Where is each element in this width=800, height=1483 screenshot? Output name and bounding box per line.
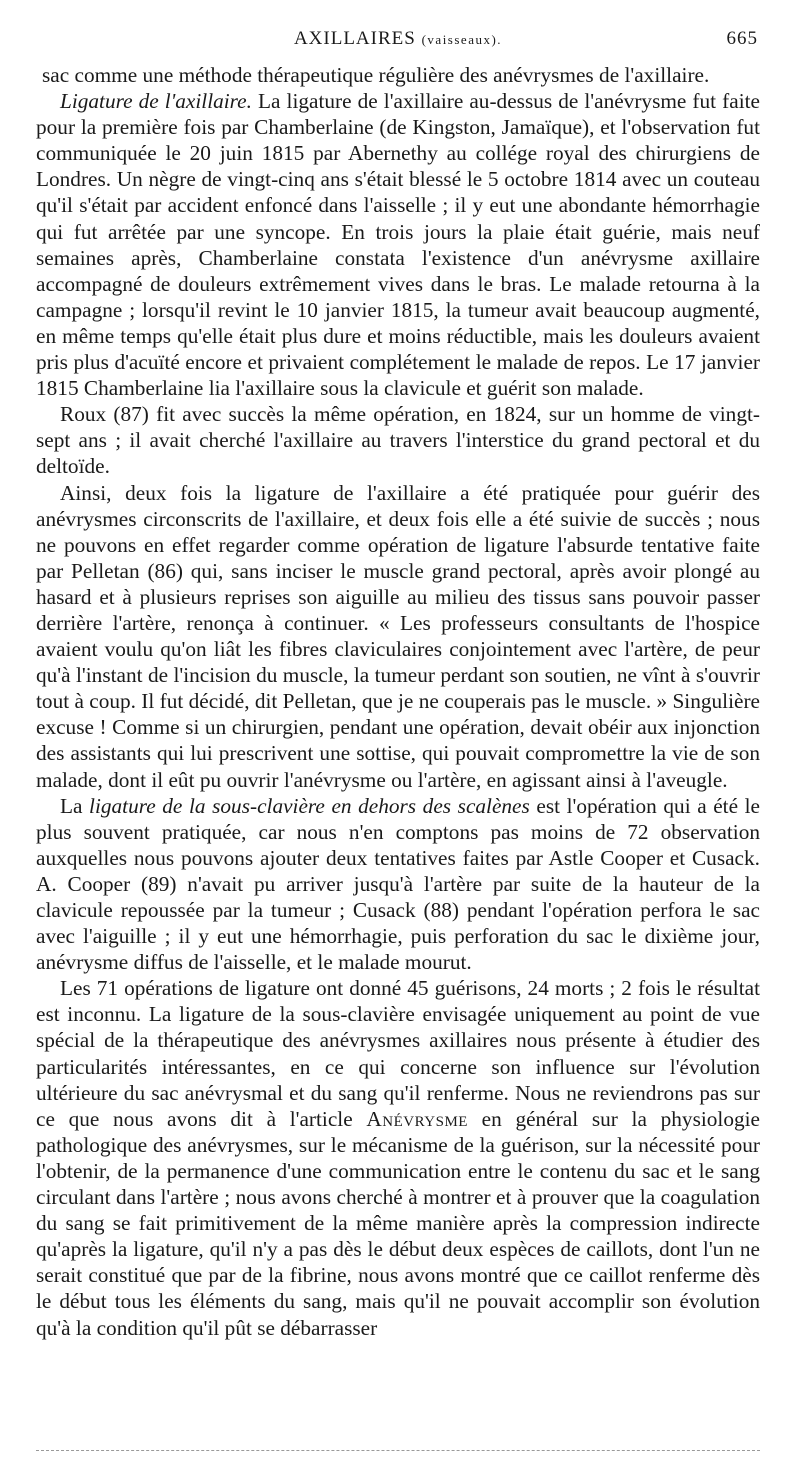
- paragraph-text: est l'opération qui a été le plus souvent pratiquée, car nous n'en comptons pas moins de 72 observation auxquelles nous pouvons ajouter deux tentatives faites par Astle Cooper et Cusack. A. Cooper (89) n'avait pu arriver jusqu'à l'artère par suite de la hauteur de la clavicule repoussée par la tumeur ; Cusack (88) pendant l'opération perfora le sac avec l'aiguille ; il y eut une hémorrhagie, puis perforation du sac le dixième jour, anévrysme diffus de l'aisselle, et le malade mourut.: [36, 793, 760, 975]
- smallcaps-text: Anévrysme: [366, 1106, 468, 1131]
- paragraph: [36, 793, 760, 976]
- book-page: [36, 28, 760, 1341]
- paragraph-text: Les 71 opérations de ligature ont donné 45 guérisons, 24 morts ; 2 fois le résultat est inconnu. La ligature de la sous-clavière envisagée uniquement au point de vue spécial de la thérapeutique des anévrysmes axillaires nous présente à étudier des particularités intéressantes, en ce qui concerne son influence sur l'évolution ultérieure du sac anévrysmal et du sang qu'il renferme. Nous ne reviendrons pas sur ce que nous avons dit à l'article: [36, 976, 760, 1131]
- paragraph-text: en général sur la physiologie pathologique des anévrysmes, sur le mécanisme de la guérison, sur la nécessité pour l'obtenir, de la permanence d'une communication entre le contenu du sac et le sang circulant dans l'artère ; nous avons cherché à montrer et à prouver que la coagulation du sang se fait primitivement de la même manière après la compression indirecte qu'après la ligature, qu'il n'y a pas dès le début deux espèces de caillots, dont l'un ne serait constitué que par de la fibrine, nous avons montré que ce caillot renferme dès le début tous les éléments du sang, mais qu'il ne pouvait accomplir son évolution qu'à la condition qu'il pût se débarrasser: [36, 1106, 761, 1340]
- paragraph-text: La: [60, 793, 90, 818]
- italic-text: ligature de la sous-clavière en dehors des scalènes: [89, 793, 530, 818]
- paragraph: [36, 975, 760, 1340]
- page-number: 665: [726, 28, 758, 49]
- paragraph: [36, 88, 760, 401]
- paragraph: [36, 480, 760, 793]
- running-title-sub: (vaisseaux).: [421, 32, 503, 47]
- running-title-main: AXILLAIRES: [293, 28, 416, 49]
- paragraph-text: La ligature de l'axillaire au-dessus de l'anévrysme fut faite pour la première fois par Chamberlaine (de Kingston, Jamaïque), et l'observation fut communiquée le 20 juin 1815 par Abernethy au collége royal des chirurgiens de Londres. Un nègre de vingt-cinq ans s'était blessé le 5 octobre 1814 avec un couteau qu'il s'était par accident enfoncé dans l'aisselle ; il y eut une abondante hémorrhagie qui fut arrêtée par une syncope. En trois jours la plaie était guérie, mais neuf semaines après, Chamberlaine constata l'existence d'un anévrysme axillaire accompagné de douleurs extrêmement vives dans le bras. Le malade retourna à la campagne ; lorsqu'il revint le 10 janvier 1815, la tumeur avait beaucoup augmenté, en même temps qu'elle était plus dure et moins réductible, mais les douleurs avaient pris plus d'acuïté encore et privaient complétement le malade de repos. Le 17 janvier 1815 Chamberlaine lia l'axillaire sous la clavicule et guérit son malade.: [36, 89, 760, 401]
- paragraph-text: Roux (87) fit avec succès la même opération, en 1824, sur un homme de vingt-sept ans ; il avait cherché l'axillaire au travers l'interstice du grand pectoral et du deltoïde.: [36, 402, 760, 479]
- italic-text: Ligature de l'axillaire.: [60, 89, 252, 114]
- paragraph: [36, 401, 760, 479]
- paragraph: [36, 62, 760, 88]
- paragraph-text: Ainsi, deux fois la ligature de l'axillaire a été pratiquée pour guérir des anévrysmes circonscrits de l'axillaire, et deux fois elle a été suivie de succès ; nous ne pouvons en effet regarder comme opération de ligature l'absurde tentative faite par Pelletan (86) qui, sans inciser le muscle grand pectoral, après avoir plongé au hasard et à plusieurs reprises son aiguille au milieu des tissus sans pouvoir passer derrière l'artère, renonça à continuer. « Les professeurs consultants de l'hospice avaient voulu qu'on liât les fibres claviculaires conjointement avec l'artère, de peur qu'à l'instant de l'incision du muscle, la tumeur perdant son soutien, ne vînt à s'ouvrir tout à coup. Il fut décidé, dit Pelletan, que je ne couperais pas le muscle. » Singulière excuse ! Comme si un chirurgien, pendant une opération, devait obéir aux injonction des assistants qui lui prescrivent une sottise, qui pouvait compromettre la vie de son malade, dont il eût pu ouvrir l'anévrysme ou l'artère, en agissant ainsi à l'aveugle.: [36, 480, 760, 792]
- footer-rule: [36, 1450, 760, 1451]
- running-head: [36, 28, 760, 62]
- running-title: [36, 28, 760, 50]
- body-text: [36, 62, 760, 1341]
- paragraph-text: sac comme une méthode thérapeutique régulière des anévrysmes de l'axillaire.: [42, 63, 710, 87]
